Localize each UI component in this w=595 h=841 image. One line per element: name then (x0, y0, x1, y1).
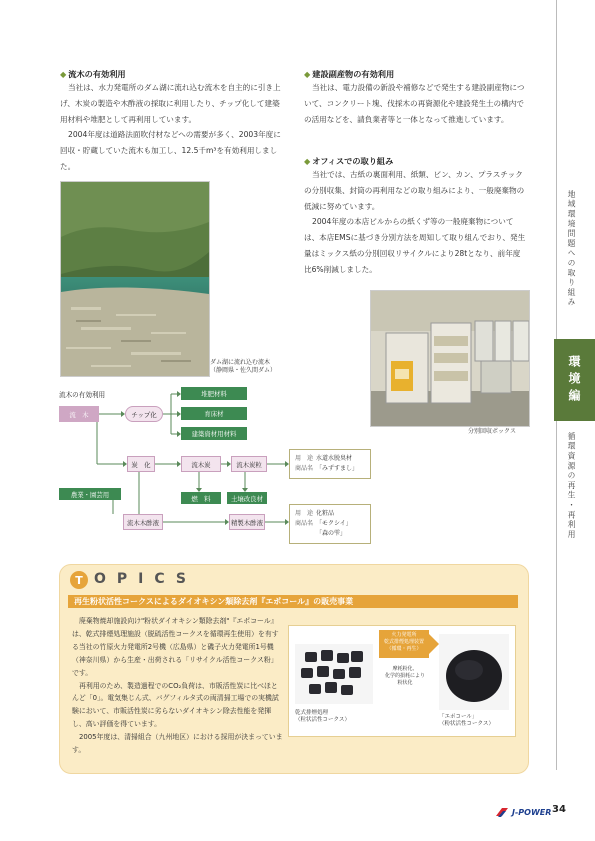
recycling-photo-caption: 分別回収ボックス (468, 428, 516, 435)
driftwood-paragraph-1: 当社は、水力発電所のダム湖に流れ込む流木を自主的に引き上げ、木炭の製造や木酢液の採取に利用したり、チップ化して建築用材料や堆肥として再利用しています。 (60, 83, 281, 124)
j-power-logo: J-POWER (494, 806, 551, 818)
flow-use-box-2: 用 途 化粧品 商品名 「モクシイ」 「森の雫」 (289, 504, 371, 544)
construction-paragraph: 当社は、電力設備の新設や補修などで発生する建設副産物について、コンクリート塊、伐採木の再資源化や建設発生土の構内での活用などを、請負業者等と一体となって推進しています。 (304, 83, 525, 124)
flow-charcoal-granular: 流木炭粒 (231, 456, 267, 472)
flow-soil-improver: 土壌改良材 (227, 492, 267, 504)
flow-source-driftwood: 流 木 (59, 406, 99, 422)
flow-wood-vinegar: 流木木酢液 (123, 514, 163, 530)
diamond-bullet-icon: ◆ (60, 69, 67, 79)
powder-image-caption: 「エポコール」 （粉状活性コークス） (439, 714, 494, 727)
topics-heading: OPICS (94, 571, 197, 587)
flow-chip: チップ化 (125, 406, 163, 422)
j-power-mark-icon (494, 806, 510, 818)
granular-coke-image (295, 644, 373, 704)
flow-out-compost: 堆肥材料 (181, 387, 247, 400)
flow-title: 流木の有効利用 (59, 391, 106, 399)
section-heading-driftwood: ◆ 流木の有効利用 (60, 69, 126, 79)
sidebar-subcategory-text: 循環資源の再生・再利用 (567, 432, 576, 540)
page-number: 34 (552, 804, 566, 815)
epocoal-image-panel (288, 625, 516, 737)
office-paragraph-1: 当社では、古紙の裏面利用、紙類、ビン、カン、プラスチックの分別収集、封筒の再利用などの取り組みにより、一般廃棄物の低減に努めています。 (304, 170, 525, 211)
flow-out-bedding: 育床材 (181, 407, 247, 420)
dam-driftwood-photo (60, 181, 210, 377)
diamond-bullet-icon: ◆ (304, 69, 311, 79)
topics-banner: 再生粉状活性コークスによるダイオキシン類除去剤『エポコール』の販売事業 (68, 595, 518, 608)
arrow-right-icon (429, 634, 439, 654)
topics-paragraph-1: 廃棄物焼却施設向け"粉状ダイオキシン類除去剤"『エポコール』は、乾式排煙処理施設（脱硫活性コークスを循環再生使用）を有する当社の竹原火力発電所2号機（広島県）と磯子火力発電所1号機（神奈川県）から生産・出荷される「リサイクル活性コークス粉」です。 (72, 617, 279, 677)
process-description: 摩耗粉化、 化学的損耗により 粉状化 (384, 666, 425, 686)
sidebar-category-text: 地域環境問題への取り組み (567, 190, 576, 308)
process-arrow-label: 火力発電所 乾式排煙処理装置 （循環・再生） (379, 630, 429, 658)
section-heading-office: ◆ オフィスでの取り組み (304, 156, 394, 166)
dam-photo-caption: ダム湖に流れ込む流木 （静岡県・佐久間ダム） (210, 359, 277, 374)
recycling-box-photo (370, 290, 530, 427)
driftwood-flow-diagram (59, 384, 379, 554)
flow-fuel: 燃 料 (181, 492, 221, 504)
flow-refined-vinegar: 精製木酢液 (229, 514, 265, 530)
powder-coke-image (439, 634, 509, 710)
topics-paragraph-3: 2005年度は、清掃組合（九州地区）における採用が決まっています。 (72, 733, 283, 755)
flow-charcoal: 流木炭 (181, 456, 221, 472)
flow-out-building: 建築資材用材料 (181, 427, 247, 440)
section-heading-construction: ◆ 建設副産物の有効利用 (304, 69, 395, 79)
flow-carbonize: 炭 化 (127, 456, 155, 472)
topics-panel (59, 564, 529, 774)
diamond-bullet-icon: ◆ (304, 156, 311, 166)
flow-use-box-1: 用 途 水道水脱臭材 商品名 「みずすまし」 (289, 449, 371, 479)
flow-agri-use: 農業・園芸用 (59, 488, 121, 500)
driftwood-paragraph-2: 2004年度は道路法面吹付材などへの需要が多く、2003年度に回収・貯蔵していた流木も加工し、12.5千m³を有効利用しました。 (60, 130, 281, 171)
topics-paragraph-2: 再利用のため、製造過程でのCO₂負荷は、市販活性炭に比べほとんど「0」。電気集じん式、バグフィルタ式の両清掃工場での実機試験において、市販活性炭に劣らないダイオキシン除去性能を発揮し、高い評価を得ています。 (72, 681, 279, 729)
granular-image-caption: 乾式排煙処理 （粒状活性コークス） (295, 710, 350, 723)
office-paragraph-2: 2004年度の本店ビルからの紙くず等の一般廃棄物については、本店EMSに基づき分別方法を周知して取り組んでおり、発生量はミックス紙の分別回収リサイクルにより28tとなり、前年度比6%削減しました。 (304, 217, 526, 274)
topics-t-badge: T (70, 571, 88, 589)
sidebar-tab-environment[interactable]: 環境編 (554, 339, 595, 421)
